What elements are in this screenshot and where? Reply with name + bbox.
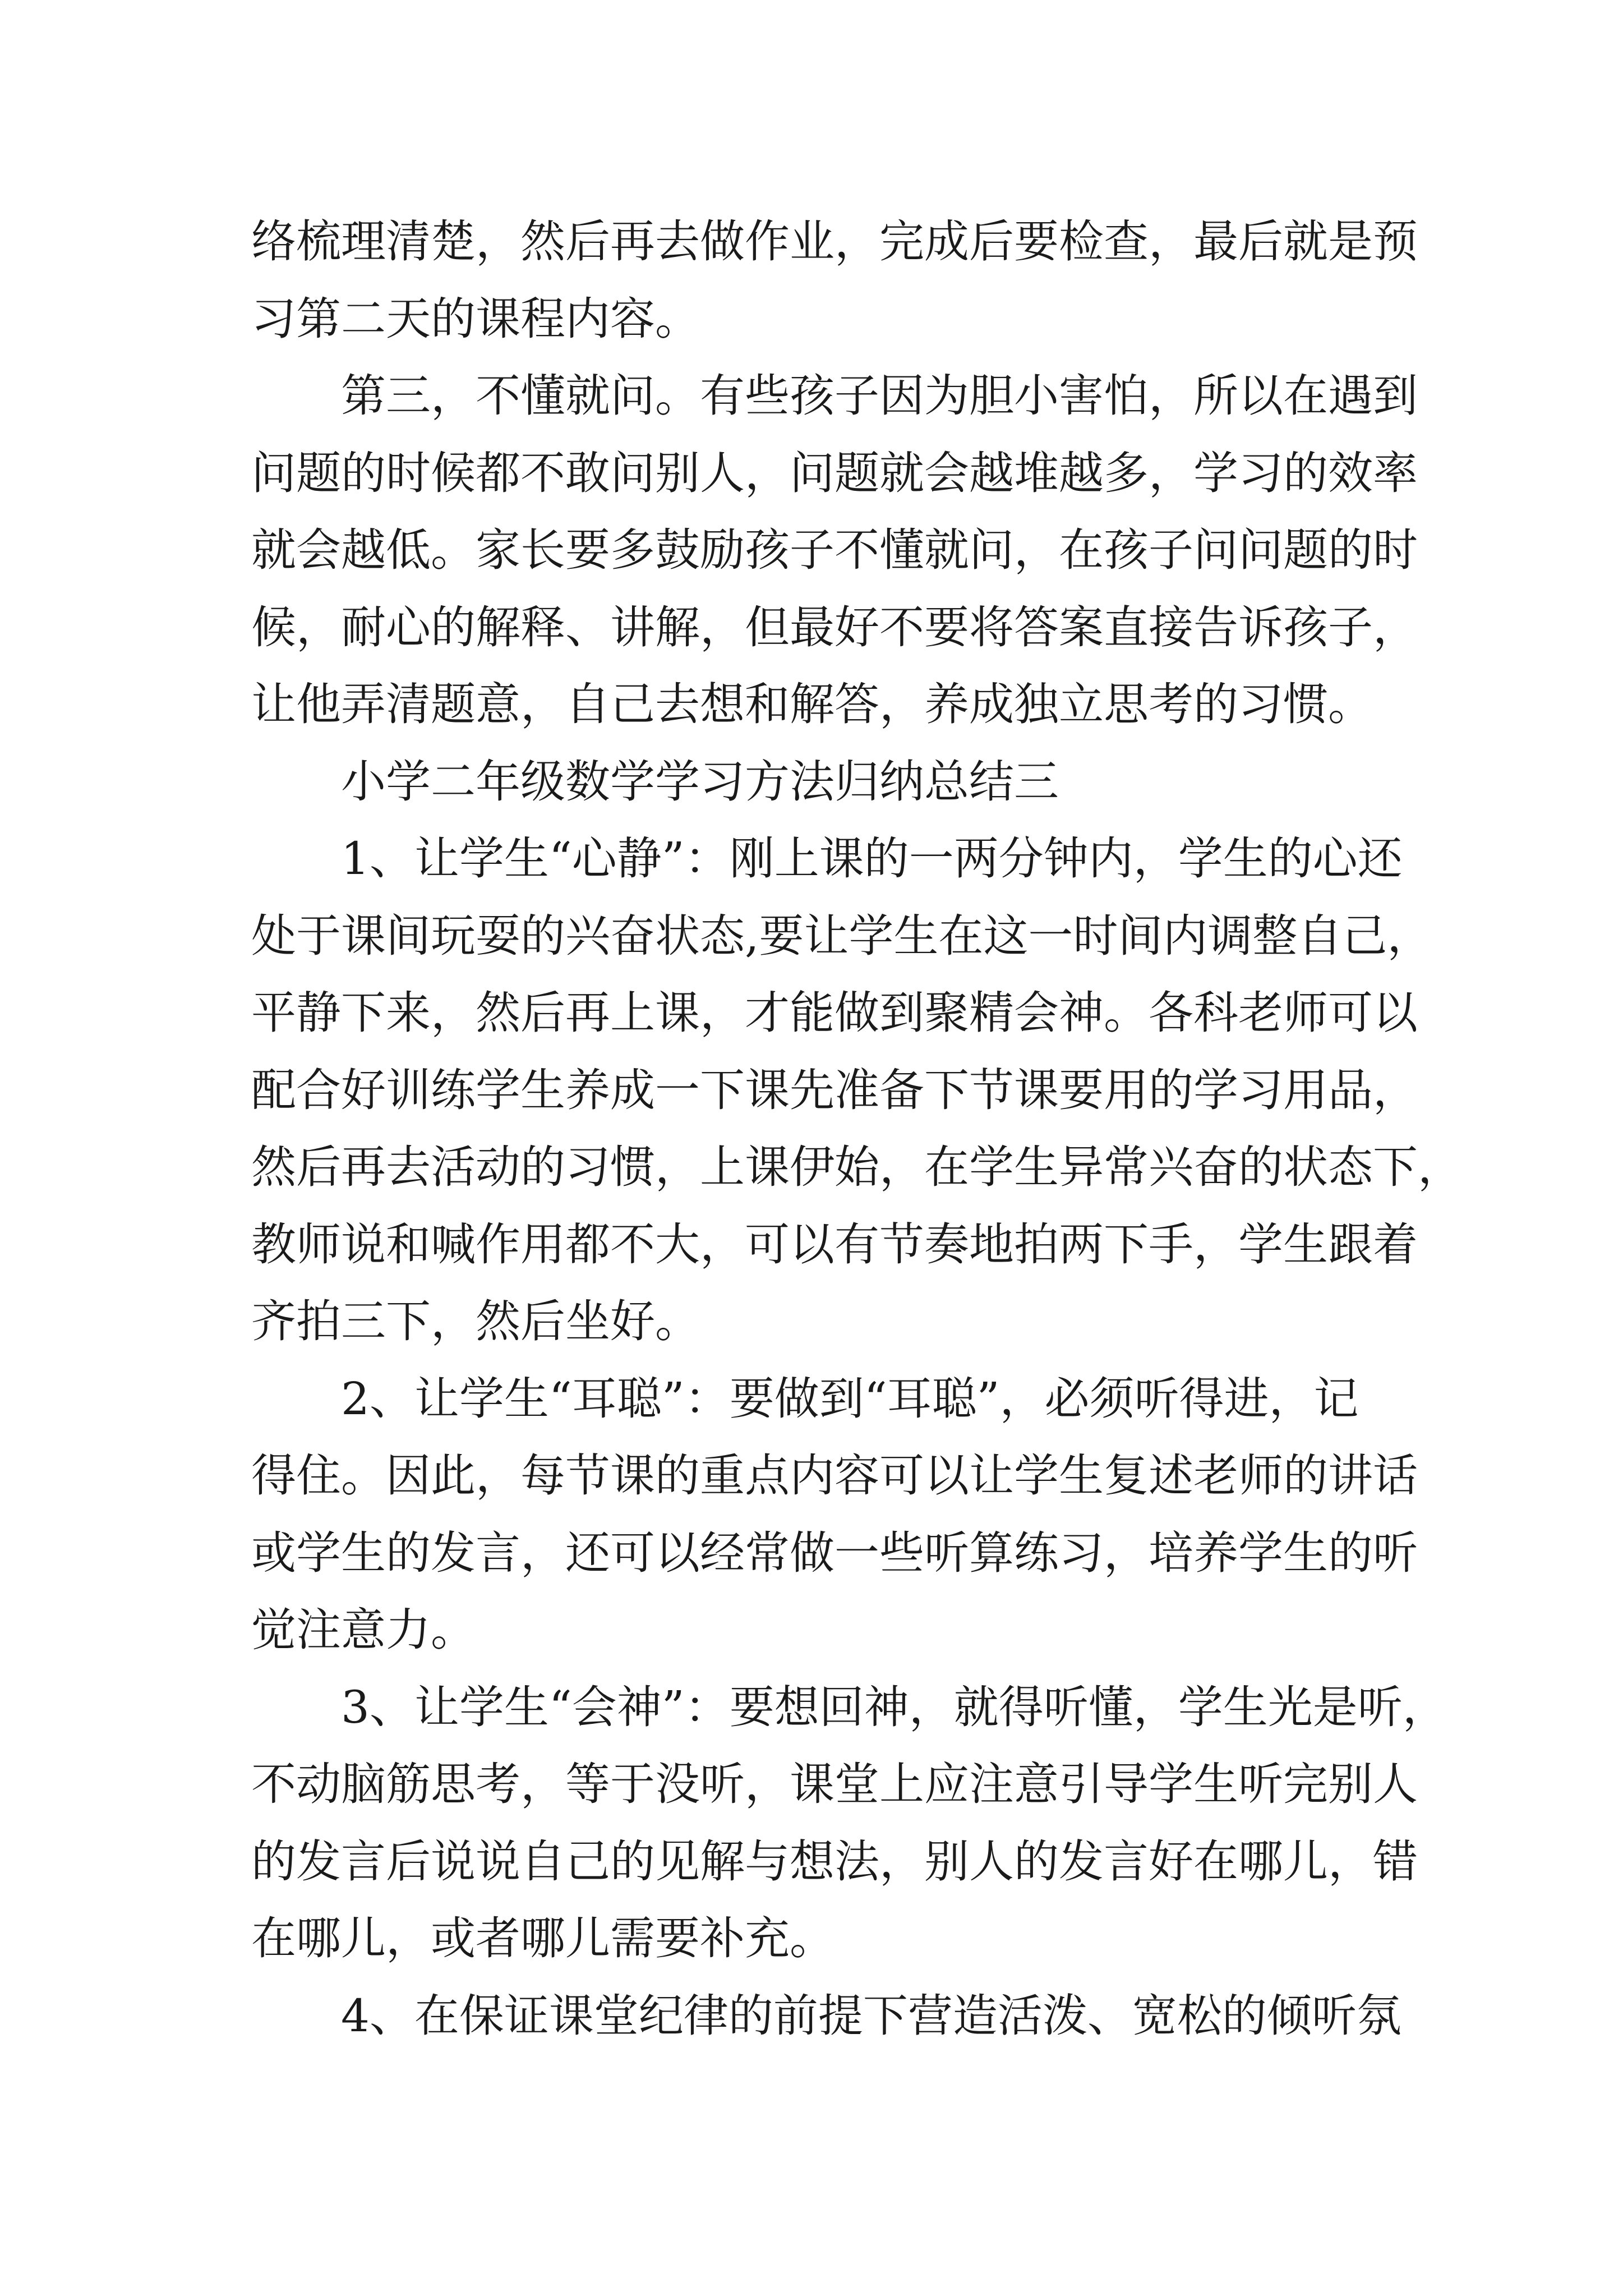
- section-heading: 小学二年级数学学习方法归纳总结三: [341, 755, 1059, 808]
- paragraph-start-line: 1、让学生“心静”：刚上课的一两分钟内，学生的心还: [341, 832, 1403, 885]
- paragraph-start-line: 第三，不懂就问。有些孩子因为胆小害怕，所以在遇到: [341, 370, 1418, 422]
- paragraph-start-line: 3、让学生“会神”：要想回神，就得听懂，学生光是听，: [341, 1681, 1447, 1733]
- text-line: 平静下来，然后再上课，才能做到聚精会神。各科老师可以: [251, 987, 1418, 1039]
- text-line: 得住。因此，每节课的重点内容可以让学生复述老师的讲话: [251, 1450, 1418, 1502]
- text-line: 觉注意力。: [251, 1604, 476, 1656]
- text-line: 在哪儿，或者哪儿需要补充。: [251, 1912, 834, 1964]
- text-line: 问题的时候都不敢问别人，问题就会越堆越多，学习的效率: [251, 447, 1418, 499]
- text-line: 就会越低。家长要多鼓励孩子不懂就问，在孩子问问题的时: [251, 524, 1418, 576]
- text-line: 让他弄清题意，自己去想和解答，养成独立思考的习惯。: [251, 678, 1373, 730]
- text-line: 候，耐心的解释、讲解，但最好不要将答案直接告诉孩子，: [251, 601, 1418, 654]
- text-line: 络梳理清楚，然后再去做作业，完成后要检查，最后就是预: [251, 215, 1418, 268]
- text-line: 的发言后说说自己的见解与想法，别人的发言好在哪儿，错: [251, 1835, 1418, 1888]
- text-line: 配合好训练学生养成一下课先准备下节课要用的学习用品，: [251, 1064, 1418, 1116]
- text-line: 不动脑筋思考，等于没听，课堂上应注意引导学生听完别人: [251, 1758, 1418, 1810]
- text-line: 或学生的发言，还可以经常做一些听算练习，培养学生的听: [251, 1526, 1418, 1579]
- text-line: 习第二天的课程内容。: [251, 292, 700, 345]
- text-line: 处于课间玩耍的兴奋状态,要让学生在这一时间内调整自己，: [251, 909, 1432, 962]
- text-line: 齐拍三下，然后坐好。: [251, 1295, 700, 1347]
- paragraph-start-line: 2、让学生“耳聪”：要做到“耳聪”，必须听得进，记: [341, 1372, 1359, 1425]
- document-body: [251, 203, 1463, 2054]
- text-line: 教师说和喊作用都不大，可以有节奏地拍两下手，学生跟着: [251, 1218, 1418, 1271]
- paragraph-start-line: 4、在保证课堂纪律的前提下营造活泼、宽松的倾听氛: [341, 1989, 1401, 2042]
- text-line: 然后再去活动的习惯，上课伊始，在学生异常兴奋的状态下，: [251, 1141, 1463, 1193]
